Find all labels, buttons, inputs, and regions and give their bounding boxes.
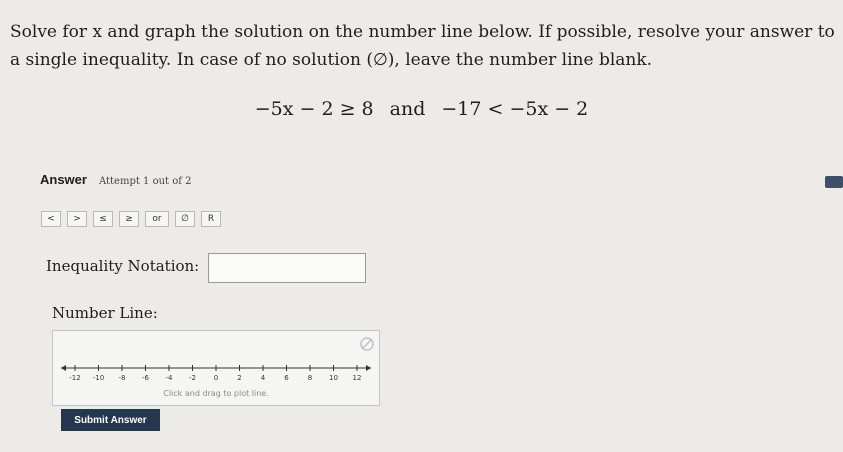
tick-label: -4 (165, 374, 173, 382)
tick-label: -6 (142, 374, 149, 382)
less-equal-button[interactable]: ≤ (93, 211, 113, 227)
empty-set-button[interactable]: ∅ (175, 211, 195, 227)
axis-arrow-right (366, 365, 371, 371)
number-line-hint: Click and drag to plot line. (163, 389, 269, 398)
number-line-widget[interactable] (52, 330, 380, 406)
greater-than-button[interactable]: > (67, 211, 87, 227)
symbol-toolbar (41, 211, 221, 227)
or-button[interactable]: or (145, 211, 169, 227)
tick-label: 8 (307, 374, 313, 382)
axis-arrow-left (61, 365, 66, 371)
problem-equation (0, 98, 843, 120)
inequality-input[interactable] (208, 253, 366, 283)
tick-label: -8 (118, 374, 126, 382)
tick-label: 12 (352, 374, 362, 382)
number-line-label: Number Line: (52, 304, 158, 322)
equation-right: −17 < −5x − 2 (441, 98, 589, 120)
tick-label: 6 (284, 374, 289, 382)
equation-left: −5x − 2 ≥ 8 (254, 98, 374, 120)
submit-answer-button[interactable]: Submit Answer (61, 409, 160, 431)
tick-label: -12 (69, 374, 81, 382)
greater-equal-button[interactable]: ≥ (119, 211, 139, 227)
calculator-icon[interactable] (825, 176, 843, 188)
answer-header (40, 172, 192, 187)
all-reals-button[interactable]: R (201, 211, 221, 227)
answer-label: Answer (40, 172, 87, 187)
tick-label: 4 (260, 374, 266, 382)
tick-label: 10 (329, 374, 338, 382)
tick-label: -10 (92, 374, 105, 382)
less-than-button[interactable]: < (41, 211, 61, 227)
problem-instructions: Solve for x and graph the solution on the number line below. If possible, resolve your answer to a single inequality. In case of no solution (∅), leave the number line blank. (10, 22, 835, 70)
tick-label: 2 (237, 374, 242, 382)
attempt-counter: Attempt 1 out of 2 (98, 176, 192, 187)
inequality-notation-label: Inequality Notation: (46, 257, 200, 275)
tick-label: 0 (213, 374, 219, 382)
equation-conjunction: and (389, 98, 426, 120)
tick-label: -2 (189, 374, 196, 382)
